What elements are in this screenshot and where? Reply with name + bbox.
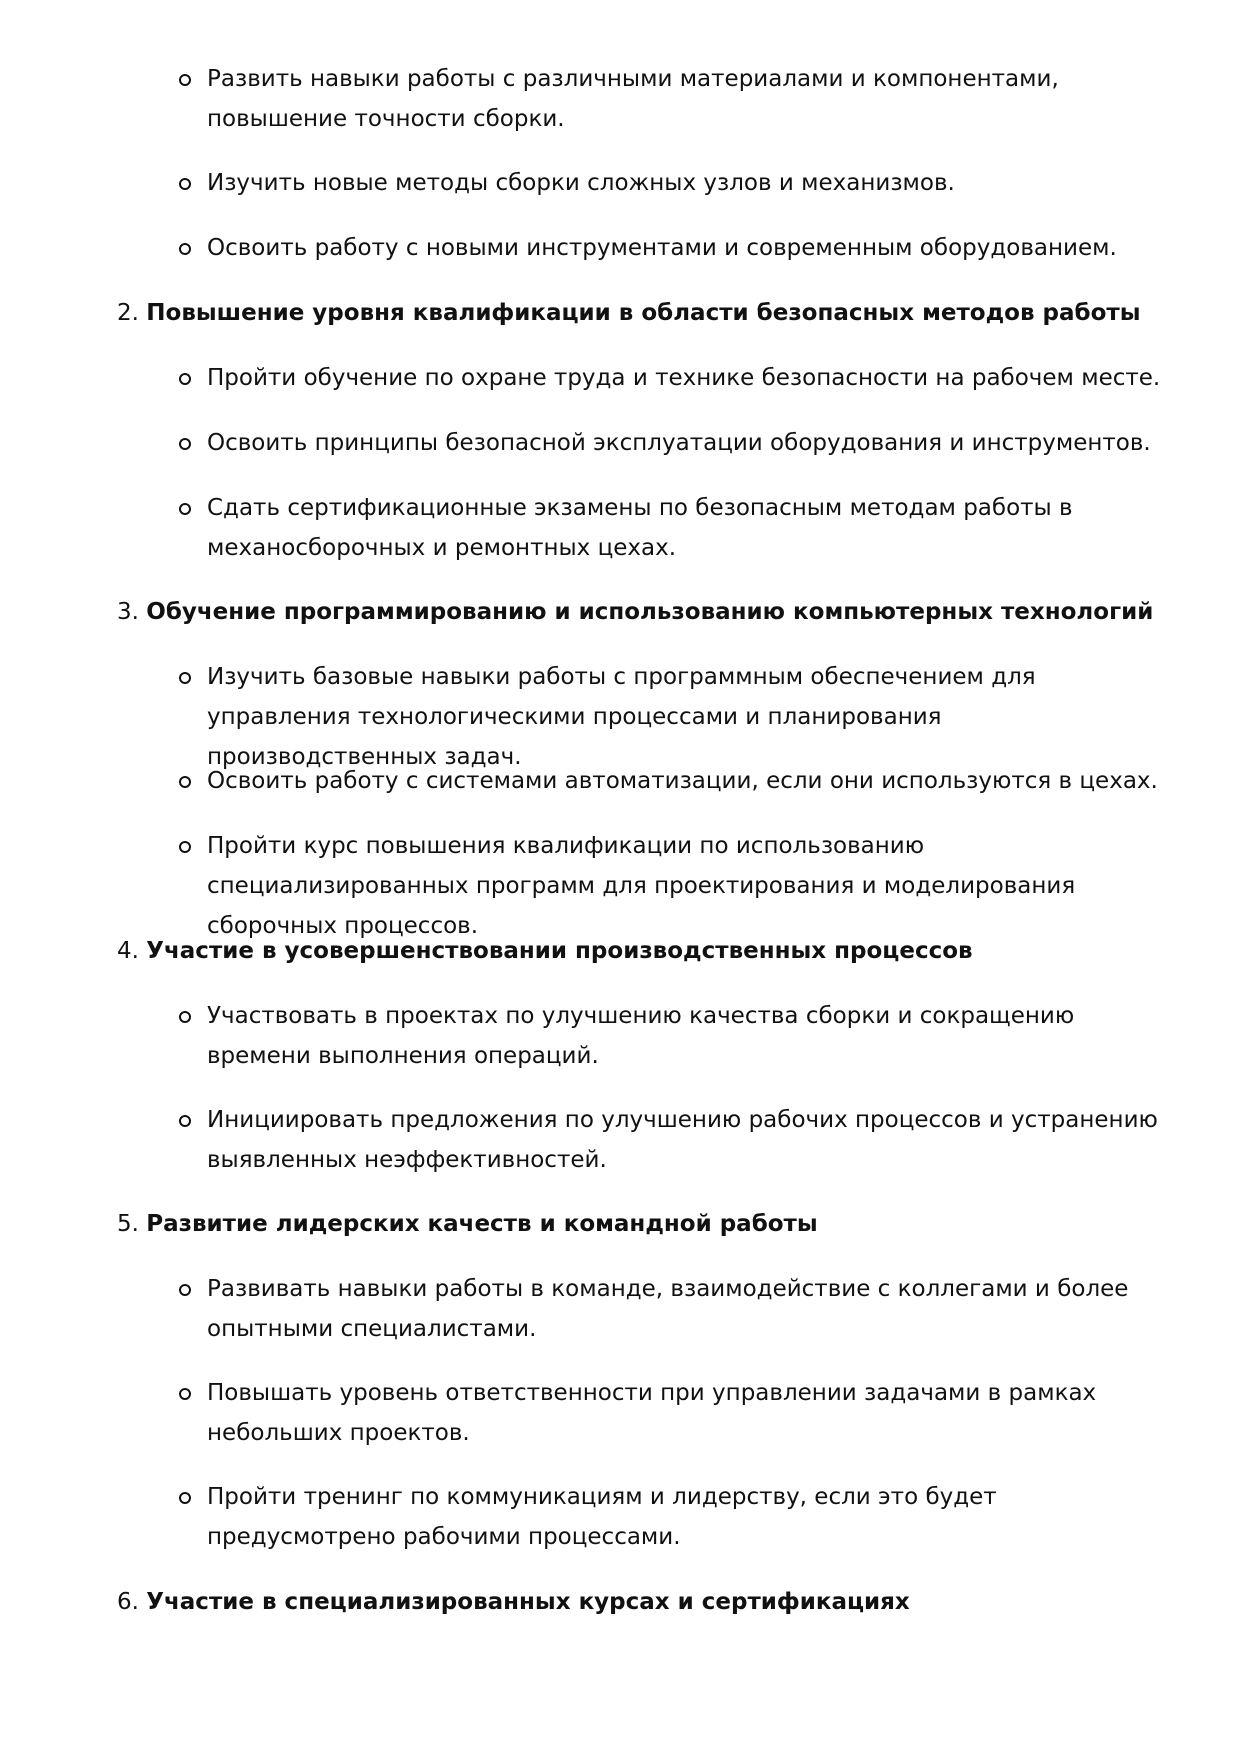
section-number: 3. (117, 599, 139, 625)
section-title: Развитие лидерских качеств и командной работы (146, 1211, 818, 1237)
list-item-text: Пройти курс повышения квалификации по использованию специализированных программ для проектирования и моделирования сборочных процессов. (207, 833, 1076, 939)
section-number: 6. (117, 1589, 139, 1615)
list-item-text: Пройти тренинг по коммуникациям и лидерству, если это будет предусмотрено рабочими процессами. (207, 1484, 997, 1550)
hollow-bullet-icon (179, 1115, 191, 1127)
hollow-bullet-icon (179, 776, 191, 788)
section-heading (117, 1582, 1167, 1622)
list-item-text: Освоить принципы безопасной эксплуатации оборудования и инструментов. (207, 430, 1151, 456)
section-title: Участие в специализированных курсах и сертификациях (146, 1589, 910, 1615)
section-number: 2. (117, 300, 139, 326)
list-item-text: Повышать уровень ответственности при управлении задачами в рамках небольших проектов. (207, 1380, 1097, 1446)
list-item-text: Сдать сертификационные экзамены по безопасным методам работы в механосборочных и ремонтных цехах. (207, 495, 1073, 561)
hollow-bullet-icon (179, 1492, 191, 1504)
section-number: 4. (117, 938, 139, 964)
hollow-bullet-icon (179, 438, 191, 450)
hollow-bullet-icon (179, 1011, 191, 1023)
section-title: Обучение программированию и использованию компьютерных технологий (146, 599, 1154, 625)
list-item-text: Изучить базовые навыки работы с программным обеспечением для управления технологическими процессами и планирования производственных задач. (207, 664, 1036, 770)
section-heading (117, 1204, 1167, 1244)
list-item-text: Изучить новые методы сборки сложных узлов и механизмов. (207, 170, 955, 196)
list-item-text: Развивать навыки работы в команде, взаимодействие с коллегами и более опытными специалистами. (207, 1276, 1129, 1342)
hollow-bullet-icon (179, 1388, 191, 1400)
section-heading (117, 293, 1167, 333)
hollow-bullet-icon (179, 178, 191, 190)
list-item-text: Развить навыки работы с различными материалами и компонентами, повышение точности сборки. (207, 66, 1059, 132)
hollow-bullet-icon (179, 503, 191, 515)
list-item-text: Инициировать предложения по улучшению рабочих процессов и устранению выявленных неэффективностей. (207, 1107, 1158, 1173)
list-item-text: Участвовать в проектах по улучшению качества сборки и сокращению времени выполнения операций. (207, 1003, 1075, 1069)
hollow-bullet-icon (179, 841, 191, 853)
section-title: Повышение уровня квалификации в области безопасных методов работы (146, 300, 1141, 326)
hollow-bullet-icon (179, 243, 191, 255)
list-item-text: Пройти обучение по охране труда и технике безопасности на рабочем месте. (207, 365, 1161, 391)
section-title: Участие в усовершенствовании производственных процессов (146, 938, 973, 964)
hollow-bullet-icon (179, 1284, 191, 1296)
section-number: 5. (117, 1211, 139, 1237)
hollow-bullet-icon (179, 672, 191, 684)
hollow-bullet-icon (179, 74, 191, 86)
list-item-text: Освоить работу с системами автоматизации, если они используются в цехах. (207, 768, 1158, 794)
hollow-bullet-icon (179, 373, 191, 385)
list-item-text: Освоить работу с новыми инструментами и современным оборудованием. (207, 235, 1117, 261)
section-heading (117, 592, 1167, 632)
section-heading (117, 931, 1167, 971)
